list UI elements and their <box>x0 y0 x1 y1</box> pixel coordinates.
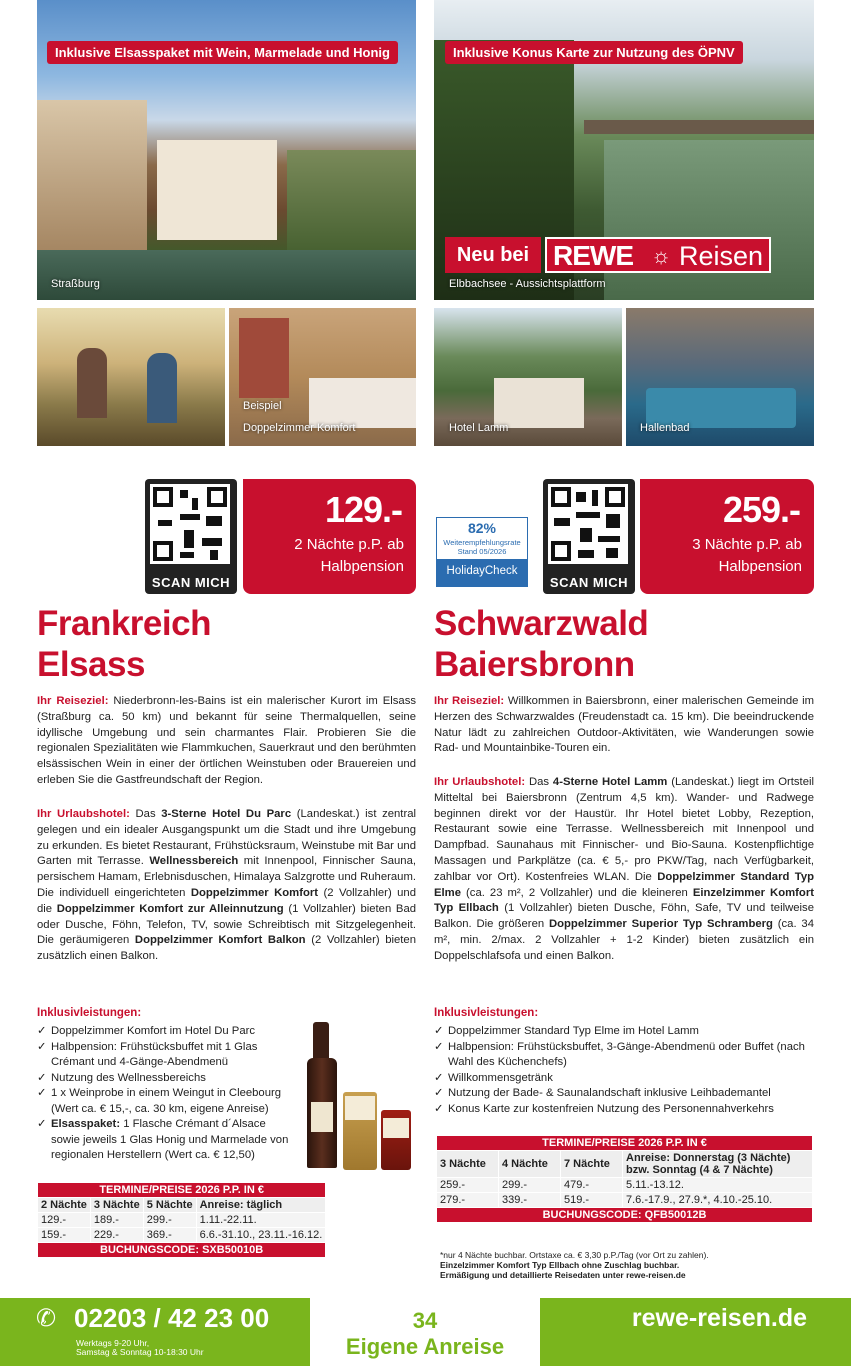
elsass-package-image <box>305 1022 417 1172</box>
table-header: Anreise: täglich <box>196 1198 326 1213</box>
room-caption-2: Doppelzimmer Komfort <box>243 422 356 434</box>
list-item: ✓ Doppelzimmer Standard Typ Elme im Hotel Lamm <box>434 1024 814 1040</box>
table-cell: 479.- <box>561 1178 623 1193</box>
left-wellness: Wellnessbereich <box>149 855 239 868</box>
right-hotel-text-1: Das <box>525 776 553 788</box>
table-cell: 7.6.-17.9., 27.9.*, 4.10.-25.10. <box>623 1193 813 1208</box>
right-room-3: Doppelzimmer Superior Typ Schramberg <box>548 918 773 931</box>
left-hotel-name: 3-Sterne Hotel Du Parc <box>161 808 292 820</box>
left-hotel-text-2: (Landeskat.) ist zentral gelegen und ein idealer Ausgangspunkt um die Stadt und ihre Umgebung zu erkunden. Es bietet Restaurant, Frühstücksraum, Weinstube mit Bar und Garten mit Terrasse. <box>37 808 417 868</box>
right-incl-list <box>434 1024 814 1117</box>
table-cell: 299.- <box>143 1213 196 1228</box>
sun-icon: ☼ <box>651 243 672 268</box>
table-cell: 189.- <box>90 1213 143 1228</box>
list-item: ✓ 1 x Weinprobe in einem Weingut in Cleebourg (Wert ca. € 15,-, ca. 30 km, eigene Anreise) <box>37 1086 292 1117</box>
right-title-line-2: Baiersbronn <box>434 645 635 684</box>
website-link[interactable]: rewe-reisen.de <box>631 1304 807 1332</box>
right-scan-label: SCAN MICH <box>549 575 629 590</box>
table-cell: 279.- <box>437 1193 499 1208</box>
right-price: 259.- <box>722 489 800 530</box>
phone-number-link[interactable]: 02203 / 42 23 00 <box>74 1303 270 1333</box>
left-room-2: Doppelzimmer Komfort zur Alleinnutzung <box>56 902 284 915</box>
phone-icon: ✆ <box>36 1305 57 1332</box>
left-title <box>37 603 211 685</box>
right-hotel-text-5: (ca. 34 m², min. 2/max. 2 Vollzahler + 1-2 Kinder) bieten zusätzlich ein Doppelschlafsofa und einen Balkon. <box>434 918 814 962</box>
right-note-3: Ermäßigung und detaillierte Reisedaten unter rewe-reisen.de <box>440 1270 686 1280</box>
left-destination-text <box>37 694 416 789</box>
list-item: ✓ Konus Karte zur kostenfreien Nutzung des Personennahverkehrs <box>434 1102 814 1118</box>
left-booking-code: BUCHUNGSCODE: SXB50010B <box>38 1243 326 1258</box>
right-hotel-text-4: (1 Vollzahler) bieten Dusche, Föhn, Safe, TV und teilweise Balkon. Die größeren <box>434 902 814 931</box>
people-dining-image <box>37 308 225 446</box>
left-hero-caption: Straßburg <box>51 278 100 290</box>
left-title-line-1: Frankreich <box>37 604 211 643</box>
left-incl-list <box>37 1024 307 1164</box>
right-title <box>434 603 648 685</box>
right-footnotes <box>440 1250 814 1280</box>
list-item: ✓ Willkommensgetränk <box>434 1071 814 1087</box>
table-cell: 519.- <box>561 1193 623 1208</box>
right-destination-text <box>434 694 814 757</box>
left-hotel-text-1: Das <box>135 808 162 820</box>
left-title-line-2: Elsass <box>37 645 145 684</box>
room-caption-1: Beispiel <box>243 400 282 412</box>
left-price-box <box>243 479 416 594</box>
list-item: ✓ Nutzung der Bade- & Saunalandschaft inklusive Leihbademantel <box>434 1086 814 1102</box>
table-header: 5 Nächte <box>143 1198 196 1213</box>
right-note-2: Einzelzimmer Komfort Typ Ellbach ohne Zuschlag buchbar. <box>440 1260 680 1270</box>
table-cell: 369.- <box>143 1228 196 1243</box>
right-qr-code[interactable] <box>543 479 635 594</box>
right-promo-badge: Inklusive Konus Karte zur Nutzung des ÖPNV <box>445 41 743 64</box>
hotel-lamm-caption: Hotel Lamm <box>449 422 509 434</box>
table-row <box>437 1193 813 1208</box>
neu-bei-rewe-reisen-banner <box>445 237 771 273</box>
hours-line-2: Samstag & Sonntag 10-18:30 Uhr <box>76 1347 204 1357</box>
hc-percent: 82% <box>467 520 497 536</box>
elsasspaket-text: 1 Flasche Crémant d´Alsace sowie jeweils 1 Glas Honig und Marmelade von regionalen Herstellern (Wert ca. € 12,50) <box>51 1118 289 1161</box>
left-price-table <box>37 1182 326 1258</box>
hallenbad-caption: Hallenbad <box>640 422 690 434</box>
right-reiseziel-label: Ihr Reiseziel: <box>434 695 505 707</box>
table-header: 4 Nächte <box>499 1151 561 1178</box>
right-price-line-1: 3 Nächte p.P. ab <box>692 536 802 553</box>
page-number: 34 <box>412 1308 438 1333</box>
right-booking-code: BUCHUNGSCODE: QFB50012B <box>437 1208 813 1223</box>
right-room-1: Doppelzimmer Standard Typ Elme <box>434 870 815 899</box>
neu-bei-label: Neu bei <box>445 237 541 273</box>
hc-line-1: Weiterempfehlungsrate <box>443 538 521 547</box>
holidaycheck-badge <box>436 517 528 587</box>
footer-website-panel <box>540 1298 851 1366</box>
rewe-wordmark: REWE <box>553 240 633 271</box>
list-item: ✓ Halbpension: Frühstücksbuffet mit 1 Glas Crémant und 4-Gänge-Abendmenü <box>37 1040 267 1071</box>
left-reiseziel-label: Ihr Reiseziel: <box>37 695 109 707</box>
hours-line-1: Werktags 9-20 Uhr, <box>76 1338 150 1348</box>
right-hotel-text-3: (ca. 23 m², 2 Vollzahler) und die kleineren <box>461 886 693 899</box>
right-hotel-name: 4-Sterne Hotel Lamm <box>552 776 668 788</box>
table-header: Anreise: Donnerstag (3 Nächte) bzw. Sonntag (4 & 7 Nächte) <box>623 1151 813 1178</box>
table-header: 3 Nächte <box>90 1198 143 1213</box>
right-note-1: *nur 4 Nächte buchbar. Ortstaxe ca. € 3,30 p.P./Tag (vor Ort zu zahlen). <box>440 1250 709 1260</box>
table-header: 7 Nächte <box>561 1151 623 1178</box>
left-hotel-label: Ihr Urlaubshotel: <box>37 808 130 820</box>
right-hotel-label: Ihr Urlaubshotel: <box>434 776 526 788</box>
hc-brand: HolidayCheck <box>437 559 527 587</box>
table-row <box>38 1228 326 1243</box>
table-cell: 159.- <box>38 1228 91 1243</box>
table-header: 2 Nächte <box>38 1198 91 1213</box>
table-row <box>38 1213 326 1228</box>
list-item: ✓ Halbpension: Frühstücksbuffet, 3-Gänge-Abendmenü oder Buffet (nach Wahl des Küchenchefs) <box>434 1040 814 1071</box>
left-table-title: TERMINE/PREISE 2026 P.P. IN € <box>38 1183 326 1198</box>
right-price-box <box>640 479 814 594</box>
left-incl-title: Inklusivleistungen: <box>37 1007 142 1019</box>
elsasspaket-label: Elsasspaket: <box>51 1118 121 1130</box>
footer-phone-panel <box>0 1298 310 1366</box>
left-price-text <box>294 534 404 578</box>
rewe-logo <box>545 237 771 273</box>
table-cell: 339.- <box>499 1193 561 1208</box>
section-name: Eigene Anreise <box>345 1334 505 1359</box>
table-cell: 229.- <box>90 1228 143 1243</box>
left-price-line-1: 2 Nächte p.P. ab <box>294 536 404 553</box>
hc-line-2: Stand 05/2026 <box>457 547 507 556</box>
table-cell: 129.- <box>38 1213 91 1228</box>
left-room-3: Doppelzimmer Komfort Balkon <box>134 934 306 947</box>
table-cell: 1.11.-22.11. <box>196 1213 326 1228</box>
table-row <box>437 1178 813 1193</box>
right-room-2: Einzelzimmer Komfort Typ Ellbach <box>434 886 814 915</box>
list-item: ✓ Nutzung des Wellnessbereichs <box>37 1071 307 1087</box>
right-incl-title: Inklusivleistungen: <box>434 1007 539 1019</box>
table-cell: 299.- <box>499 1178 561 1193</box>
table-cell: 6.6.-31.10., 23.11.-16.12. <box>196 1228 326 1243</box>
left-qr-code[interactable] <box>145 479 237 594</box>
right-price-text <box>692 534 802 578</box>
left-hotel-text-3: mit Innenpool, Finnischer Sauna, persischem Hamam, Erlebnisduschen, Himalaya Salzgrotte und Ruheraum. Die individuell eingerichteten <box>37 855 416 899</box>
table-cell: 5.11.-13.12. <box>623 1178 813 1193</box>
left-price-line-2: Halbpension <box>320 558 404 575</box>
right-title-line-1: Schwarzwald <box>434 604 649 643</box>
right-hotel-text-2: (Landeskat.) liegt im Ortsteil Mitteltal bei Baiersbronn (Zentrum 4,5 km). Wander- und Radwege beginnen direkt vor der Haustür. Ihr Hotel bietet Lobby, Rezeption, Restaurant sowie eine Terrasse. Wellnessbereich mit Innenpool und Dampfbad. Saunahaus mit Finnischer- und Bio-Sauna. Kostenpflichtige Massagen und Parkplätze (ca. € 5,- pro PKW/Tag, nach Verfügbarkeit, zahlbar vor Ort). Kostenfreies WLAN. Die <box>434 776 814 883</box>
right-price-line-2: Halbpension <box>718 558 802 575</box>
right-qr-icon <box>548 484 628 564</box>
left-room-1: Doppelzimmer Komfort <box>190 886 319 899</box>
left-reiseziel-text: Niederbronn-les-Bains ist ein malerischer Kurort im Elsass (Straßburg ca. 50 km) und bekannt für seine Thermalquellen, seine idyllische Umgebung und sein charmantes Flair. Probieren Sie die regionalen Spezialitäten wie Flammkuchen, Sauerkraut und den berühmten elsässischen Wein in einer der örtlichen Weinstuben oder Brauereien und erleben Sie die Gastfreundschaft der Region. <box>37 695 416 786</box>
left-hotel-text-4: (2 Vollzahler) und die <box>37 886 416 915</box>
list-item <box>37 1117 292 1164</box>
left-promo-badge: Inklusive Elsasspaket mit Wein, Marmelade und Honig <box>47 41 398 64</box>
left-hotel-text-6: (2 Vollzahler) bieten zusätzlich einen Balkon. <box>37 934 417 963</box>
left-scan-label: SCAN MICH <box>151 575 231 590</box>
right-table-title: TERMINE/PREISE 2026 P.P. IN € <box>437 1136 813 1151</box>
table-cell: 259.- <box>437 1178 499 1193</box>
right-hotel-text <box>434 775 814 965</box>
left-price: 129.- <box>324 489 402 530</box>
table-header: 3 Nächte <box>437 1151 499 1178</box>
right-reiseziel-text: Willkommen in Baiersbronn, einer malerischen Gemeinde im Herzen des Schwarzwaldes (Freudenstadt ca. 15 km). Die beeindruckende Natur lädt zu zahlreichen Outdoor-Aktivitäten, wie Wanderungen sowie Rad- und Mountainbike-Touren ein. <box>434 695 814 755</box>
footer-page-panel <box>310 1298 540 1366</box>
left-hotel-text <box>37 807 416 965</box>
left-qr-icon <box>150 484 230 564</box>
right-hero-caption: Elbbachsee - Aussichtsplattform <box>449 278 606 290</box>
right-price-table <box>436 1135 813 1223</box>
reisen-wordmark: Reisen <box>679 241 764 271</box>
list-item: ✓ Doppelzimmer Komfort im Hotel Du Parc <box>37 1024 307 1040</box>
left-hotel-text-5: (1 Vollzahler) bieten Bad oder Dusche, Föhn, Telefon, TV, sowie Schreibtisch mit Sitzgelegenheit. Die geräumigeren <box>37 902 417 947</box>
